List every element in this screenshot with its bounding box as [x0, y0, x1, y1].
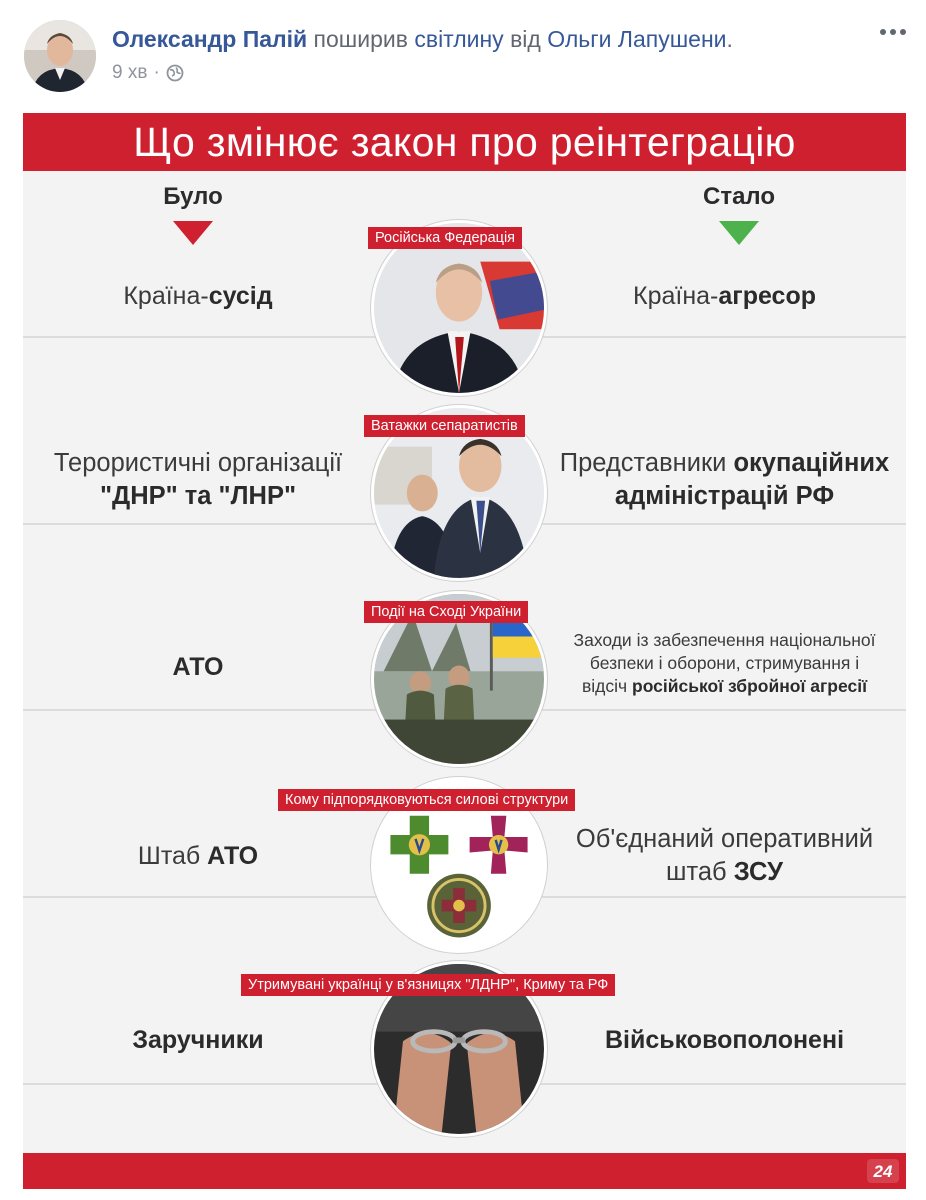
author-name-link[interactable]: Олександр Палій	[112, 26, 308, 52]
row1-tag: Російська Федерація	[368, 227, 522, 249]
row4-after: Об'єднаний оперативний штаб ЗСУ	[575, 825, 874, 886]
green-down-triangle-icon	[719, 221, 759, 245]
photo-link[interactable]: світлину	[414, 26, 504, 52]
row3-after: Заходи із забезпечення національної безпеки і оборони, стримування і відсіч російської збройної агресії	[573, 630, 876, 696]
row5-after: Військовополонені	[604, 1026, 845, 1054]
post-author-line	[112, 24, 733, 54]
infographic-title: Що змінює закон про реінтеграцію	[133, 119, 796, 165]
row1-after: Країна-агресор	[633, 282, 816, 310]
row5-tag: Утримувані українці у в'язницях "ЛДНР", Криму та РФ	[241, 974, 615, 996]
row2-before: Терористичні організації "ДНР" та "ЛНР"	[53, 449, 343, 510]
more-dots-icon[interactable]	[878, 22, 908, 42]
row2-tag: Ватажки сепаратистів	[364, 415, 525, 437]
after-heading: Стало	[702, 183, 776, 210]
meta-separator: ·	[153, 62, 160, 83]
before-heading: Було	[163, 183, 223, 210]
preposition-text: від	[510, 26, 541, 52]
svg-text:24: 24	[873, 1162, 893, 1181]
row1-before: Країна-сусід	[123, 282, 273, 310]
red-down-triangle-icon	[173, 221, 213, 245]
post-action-text: поширив	[313, 26, 408, 52]
row5-before: Заручники	[132, 1026, 264, 1054]
footer-bar	[23, 1153, 906, 1189]
author-avatar[interactable]	[24, 20, 96, 92]
row4-tag: Кому підпорядковуються силові структури	[278, 789, 575, 811]
post-meta	[112, 62, 184, 84]
post-header	[0, 0, 926, 110]
row3-before: АТО	[172, 653, 224, 681]
source-name-link[interactable]: Ольги Лапушени	[547, 26, 727, 52]
national-guard-emblem-icon	[427, 874, 491, 938]
infographic-image[interactable]	[23, 113, 906, 1189]
period-text: .	[726, 26, 733, 52]
post-timestamp[interactable]: 9 хв	[112, 62, 148, 83]
channel-24-logo-icon	[866, 1157, 900, 1185]
row2-after: Представники окупаційних адміністрацій РФ	[559, 449, 890, 510]
globe-icon[interactable]	[166, 64, 184, 82]
row4-before: Штаб АТО	[137, 842, 259, 870]
row3-tag: Події на Сході України	[364, 601, 528, 623]
